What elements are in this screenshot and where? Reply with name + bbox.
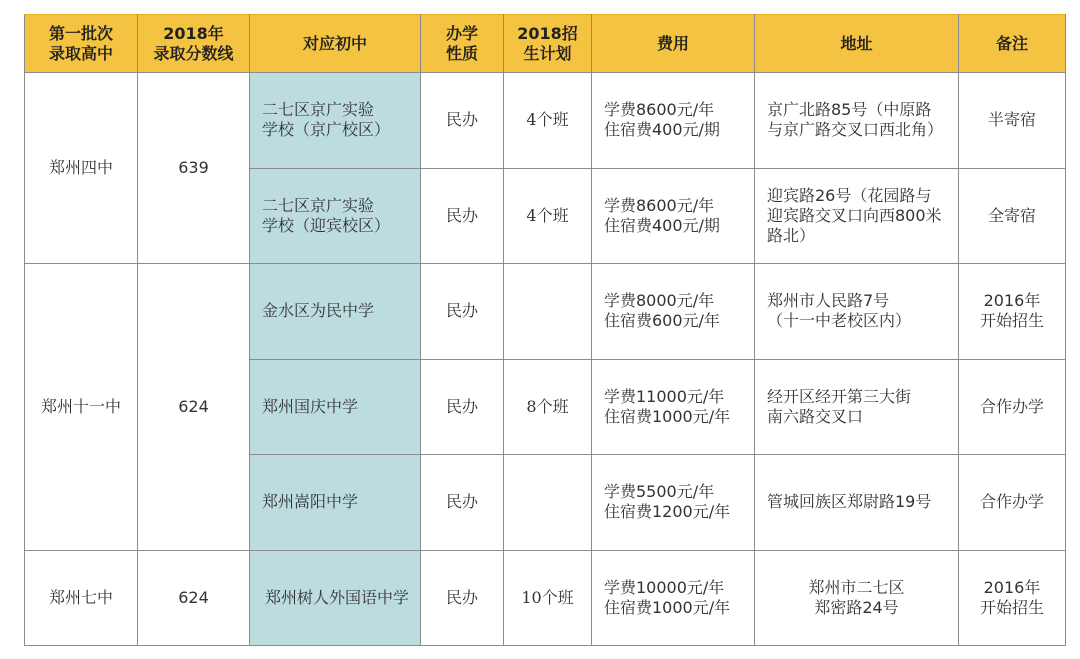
table-row <box>25 73 1066 169</box>
middle-school-cell: 二七区京广实验 学校（迎宾校区） <box>250 168 421 264</box>
table-row <box>25 550 1066 646</box>
plan-cell: 10个班 <box>504 550 592 646</box>
header-fee: 费用 <box>592 15 755 73</box>
score-cell: 624 <box>138 550 250 646</box>
header-row <box>25 15 1066 73</box>
header-high-school: 第一批次 录取高中 <box>25 15 138 73</box>
header-notes: 备注 <box>959 15 1066 73</box>
header-score: 2018年 录取分数线 <box>138 15 250 73</box>
header-address: 地址 <box>755 15 959 73</box>
plan-cell: 8个班 <box>504 359 592 455</box>
fee-cell: 学费8600元/年 住宿费400元/期 <box>592 168 755 264</box>
address-cell: 迎宾路26号（花园路与 迎宾路交叉口向西800米 路北） <box>755 168 959 264</box>
nature-cell: 民办 <box>421 455 504 551</box>
notes-cell: 合作办学 <box>959 455 1066 551</box>
nature-cell: 民办 <box>421 168 504 264</box>
high-school-cell: 郑州四中 <box>25 73 138 264</box>
nature-cell: 民办 <box>421 550 504 646</box>
middle-school-cell: 金水区为民中学 <box>250 264 421 360</box>
plan-cell <box>504 455 592 551</box>
address-cell: 管城回族区郑尉路19号 <box>755 455 959 551</box>
score-cell: 639 <box>138 73 250 264</box>
notes-cell: 半寄宿 <box>959 73 1066 169</box>
nature-cell: 民办 <box>421 264 504 360</box>
plan-cell <box>504 264 592 360</box>
notes-cell: 2016年 开始招生 <box>959 550 1066 646</box>
notes-cell: 2016年 开始招生 <box>959 264 1066 360</box>
fee-cell: 学费8600元/年 住宿费400元/期 <box>592 73 755 169</box>
admission-table <box>24 14 1066 646</box>
notes-cell: 全寄宿 <box>959 168 1066 264</box>
address-cell: 郑州市人民路7号 （十一中老校区内） <box>755 264 959 360</box>
nature-cell: 民办 <box>421 359 504 455</box>
header-plan: 2018招 生计划 <box>504 15 592 73</box>
address-cell: 京广北路85号（中原路 与京广路交叉口西北角） <box>755 73 959 169</box>
address-cell: 经开区经开第三大街 南六路交叉口 <box>755 359 959 455</box>
plan-cell: 4个班 <box>504 73 592 169</box>
fee-cell: 学费5500元/年 住宿费1200元/年 <box>592 455 755 551</box>
high-school-cell: 郑州十一中 <box>25 264 138 551</box>
high-school-cell: 郑州七中 <box>25 550 138 646</box>
fee-cell: 学费8000元/年 住宿费600元/年 <box>592 264 755 360</box>
score-cell: 624 <box>138 264 250 551</box>
header-nature: 办学 性质 <box>421 15 504 73</box>
notes-cell: 合作办学 <box>959 359 1066 455</box>
fee-cell: 学费10000元/年 住宿费1000元/年 <box>592 550 755 646</box>
address-cell: 郑州市二七区 郑密路24号 <box>755 550 959 646</box>
middle-school-cell: 二七区京广实验 学校（京广校区） <box>250 73 421 169</box>
middle-school-cell: 郑州嵩阳中学 <box>250 455 421 551</box>
header-middle-school: 对应初中 <box>250 15 421 73</box>
nature-cell: 民办 <box>421 73 504 169</box>
middle-school-cell: 郑州树人外国语中学 <box>250 550 421 646</box>
plan-cell: 4个班 <box>504 168 592 264</box>
middle-school-cell: 郑州国庆中学 <box>250 359 421 455</box>
fee-cell: 学费11000元/年 住宿费1000元/年 <box>592 359 755 455</box>
table-row <box>25 264 1066 360</box>
